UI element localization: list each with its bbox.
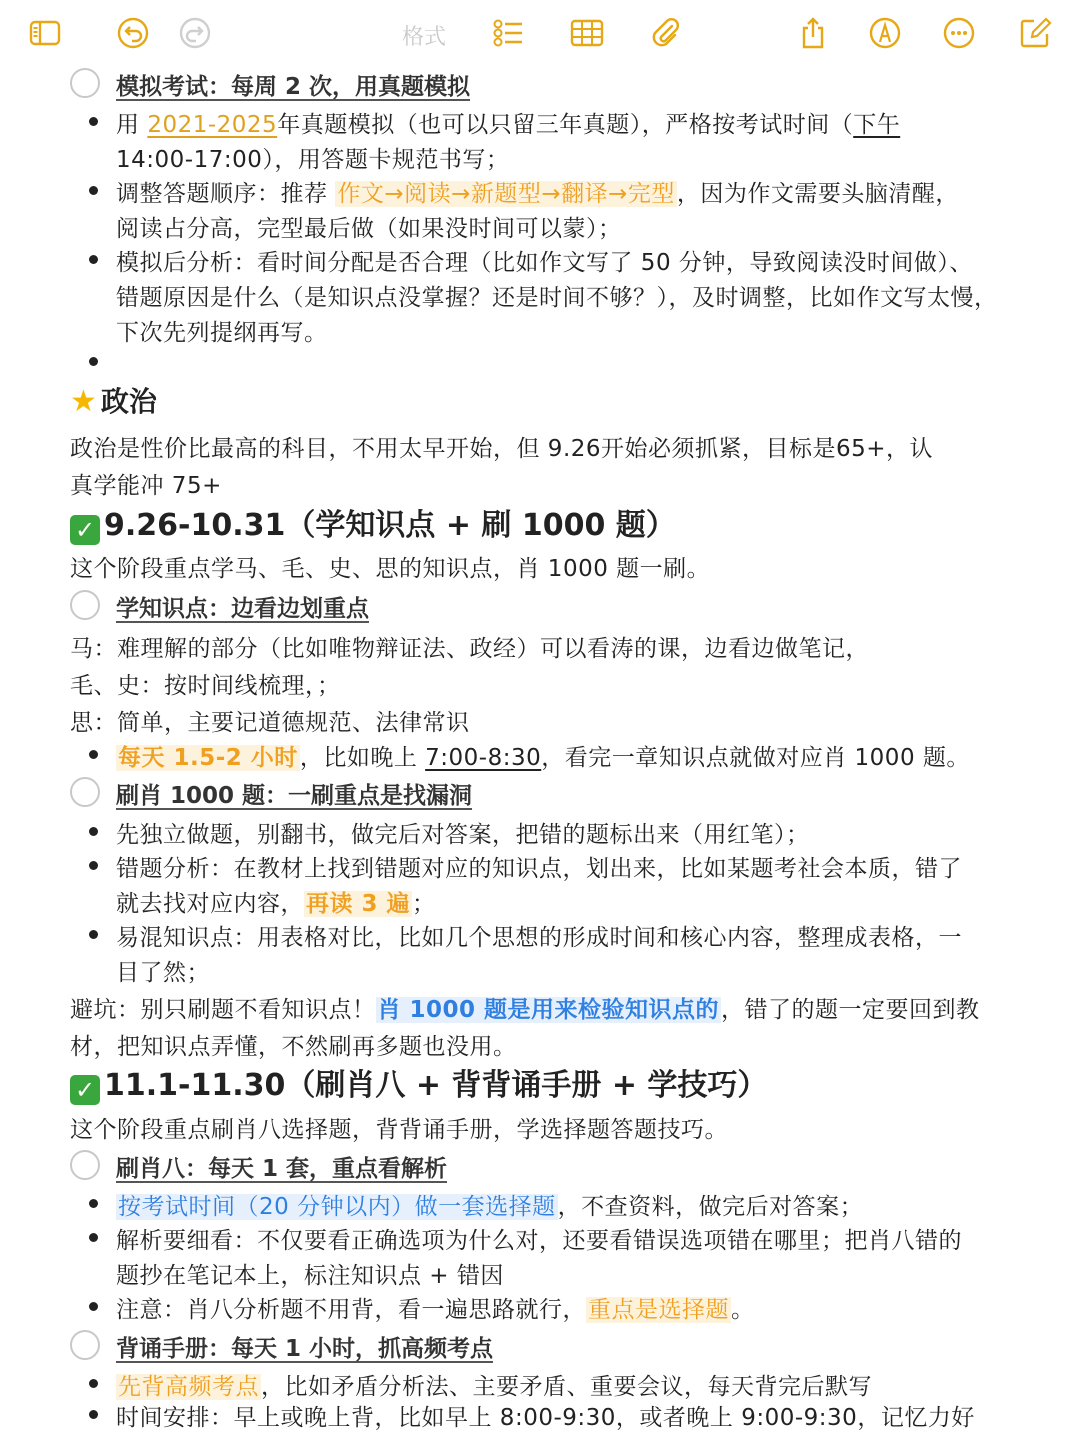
bullet-dot [89,255,98,264]
paragraph: 真学能冲 75+ [70,473,222,499]
share-icon[interactable] [796,16,830,50]
task-checkbox[interactable] [70,777,100,807]
task-checkbox[interactable] [70,68,100,98]
list-item-cont: 阅读占分高，完型最后做（如果没时间可以蒙）； [116,216,622,242]
bullet-dot [89,117,98,126]
task-checkbox[interactable] [70,1330,100,1360]
bullet-dot [89,1302,98,1311]
paragraph: 毛、史：按时间线梳理，； [70,673,341,699]
attachment-icon[interactable] [648,16,682,50]
task-checkbox[interactable] [70,1150,100,1180]
task-checkbox[interactable] [70,590,100,620]
highlight-reread: 再读 3 遍 [306,891,411,917]
bullet-dot [89,827,98,836]
list-item: 错题分析：在教材上找到错题对应的知识点，划出来，比如某题考社会本质，错了 [116,856,962,882]
task-xiao8: 刷肖八：每天 1 套，重点看解析 [116,1156,448,1182]
highlight-blue: 按考试时间（20 分钟以内）做一套选择题 [118,1194,556,1220]
section-heading-politics: ★ 政治 [70,384,157,419]
highlight-order: 作文→阅读→新题型→翻译→完型 [337,181,675,207]
list-item: 注意：肖八分析题不用背，看一遍思路就行，重点是选择题。 [116,1297,755,1323]
list-item: 模拟后分析：看时间分配是否合理（比如作文写了 50 分钟，导致阅读没时间做）、 [116,250,973,276]
list-item: 调整答题顺序：推荐 作文→阅读→新题型→翻译→完型，因为作文需要头脑清醒， [116,181,959,207]
highlight-highfreq: 先背高频考点 [118,1374,259,1400]
list-item-cont: 下次先列提纲再写。 [116,320,328,346]
star-icon: ★ [70,384,97,419]
table-icon[interactable] [570,16,604,50]
list-item-cont: 就去找对应内容，再读 3 遍； [116,891,436,917]
list-item-cut: 时间安排：早上或晚上背，比如早上 8:00-9:30，或者晚上 9:00-9:30，记忆力好 [116,1405,975,1431]
list-item: 解析要细看：不仅要看正确选项为什么对，还要看错误选项错在哪里；把肖八错的 [116,1228,962,1254]
compose-icon[interactable] [1018,16,1052,50]
checklist-icon[interactable] [490,16,524,50]
paragraph: 这个阶段重点刷肖八选择题，背背诵手册，学选择题答题技巧。 [70,1117,728,1143]
redo-icon[interactable] [178,16,212,50]
highlight-daily: 每天 1.5-2 小时 [118,745,298,771]
highlight-choice: 重点是选择题 [588,1297,729,1323]
paragraph: 政治是性价比最高的科目，不用太早开始，但 9.26开始必须抓紧，目标是65+，认 [70,436,934,462]
bullet-dot [89,930,98,939]
paragraph: 马：难理解的部分（比如唯物辩证法、政经）可以看涛的课，边看边做笔记， [70,636,869,662]
paragraph: 这个阶段重点学马、毛、史、思的知识点，肖 1000 题一刷。 [70,556,711,582]
list-item-cont: 错题原因是什么（是知识点没掌握？还是时间不够？），及时调整，比如作文写太慢， [116,285,998,311]
sidebar-icon[interactable] [28,16,62,50]
link-years[interactable]: 2021-2025 [147,112,278,138]
bullet-dot [89,1199,98,1208]
list-item: 先背高频考点，比如矛盾分析法、主要矛盾、重要会议，每天背完后默写 [118,1374,872,1400]
format-title[interactable]: 格式 [402,25,447,50]
paragraph: 材，把知识点弄懂，不然刷再多题也没用。 [70,1034,517,1060]
phase-heading-2: ✓ 11.1-11.30（刷肖八 + 背背诵手册 + 学技巧） [70,1060,767,1105]
toolbar [0,0,1080,68]
list-item: 先独立做题，别翻书，做完后对答案，把错的题标出来（用红笔）； [116,822,810,848]
phase-heading-1: ✓ 9.26-10.31（学知识点 + 刷 1000 题） [70,500,676,545]
check-icon: ✓ [70,1075,100,1105]
task-mock-exam: 模拟考试：每周 2 次，用真题模拟 [116,74,471,100]
bullet-dot [89,186,98,195]
undo-icon[interactable] [116,16,150,50]
task-learn-points: 学知识点：边看边划重点 [116,596,369,622]
list-item: 每天 1.5-2 小时，比如晚上 7:00-8:30，看完一章知识点就做对应肖 1000 题。 [118,745,970,771]
bullet-dot [89,1410,98,1419]
paragraph-warning: 避坑：别只刷题不看知识点！肖 1000 题是用来检验知识点的，错了的题一定要回到教 [70,997,980,1023]
markup-icon[interactable] [868,16,902,50]
bullet-dot [89,750,98,759]
task-1000: 刷肖 1000 题：一刷重点是找漏洞 [116,783,473,809]
list-item-cont: 题抄在笔记本上，标注知识点 + 错因 [116,1263,504,1289]
bullet-dot [89,861,98,870]
more-icon[interactable] [942,16,976,50]
task-recite: 背诵手册：每天 1 小时，抓高频考点 [116,1336,494,1362]
list-item: 易混知识点：用表格对比，比如几个思想的形成时间和核心内容，整理成表格，一 [116,925,962,951]
list-item-cont: 14:00-17:00），用答题卡规范书写； [116,147,510,173]
list-item-cont: 目了然； [116,960,210,986]
check-icon: ✓ [70,515,100,545]
list-item: 用 2021-2025年真题模拟（也可以只留三年真题），严格按考试时间（下午 [116,112,901,138]
bullet-dot [89,1233,98,1242]
paragraph: 思：简单，主要记道德规范、法律常识 [70,710,470,736]
highlight-blue: 肖 1000 题是用来检验知识点的 [377,997,720,1023]
bullet-dot-empty [89,357,98,366]
list-item: 按考试时间（20 分钟以内）做一套选择题，不查资料，做完后对答案； [118,1194,864,1220]
bullet-dot [89,1379,98,1388]
